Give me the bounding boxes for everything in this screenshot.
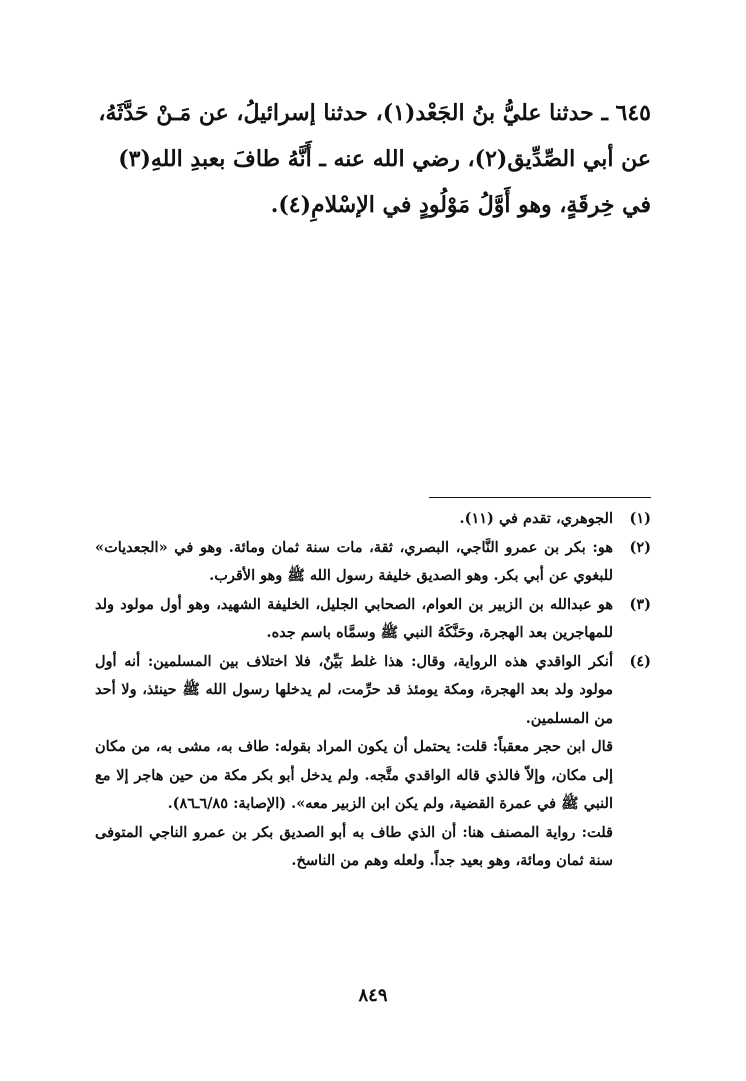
footnote-number: (٣)	[629, 595, 651, 613]
footnote-paragraph: قلت: رواية المصنف هنا: أن الذي طاف به أبو الصديق بكر بن عمرو الناجي المتوفى سنة ثمان ومائة، وهو بعيد جداً. ولعله وهم من الناسخ.	[95, 823, 613, 869]
hadith-text	[90, 90, 651, 228]
footnote-1	[95, 505, 651, 534]
footnote-body	[95, 534, 613, 591]
footnote-divider	[429, 497, 651, 498]
hadith-line: في خِرقَةٍ، وهو أَوَّلُ مَوْلُودٍ في الإسْلامِ(٤).	[270, 192, 651, 218]
footnote-4	[95, 648, 651, 876]
hadith-line: ٦٤٥ ـ حدثنا عليُّ بنُ الجَعْد(١)، حدثنا إسرائيلُ، عن مَـنْ حَدَّثَهُ،	[98, 100, 651, 126]
footnote-number: (٢)	[629, 538, 651, 556]
footnote-body	[95, 591, 613, 648]
footnote-number: (١)	[629, 510, 651, 527]
footnote-body	[95, 648, 613, 876]
footnotes	[95, 505, 651, 876]
footnote-paragraph: الجوهري، تقدم في (١١).	[459, 510, 613, 527]
footnote-body	[95, 505, 613, 534]
footnote-paragraph: هو عبدالله بن الزبير بن العوام، الصحابي الجليل، الخليفة الشهيد، وهو أول مولود ولد للمهاجرين بعد الهجرة، وحَنَّكَهُ النبي ﷺ وسمَّاه باسم جده.	[95, 595, 613, 641]
footnote-paragraph: قال ابن حجر معقباً: قلت: يحتمل أن يكون المراد بقوله: طاف به، مشى به، من مكان إلى مكان، وإلاّ فالذي قاله الواقدي متَّجه. ولم يدخل أبو بكر مكة من حين هاجر إلا مع النبي ﷺ في عمرة القضية، ولم يكن ابن الزبير معه». (الإصابة: ٦/٨٥ـ٨٦).	[95, 738, 613, 812]
footnote-paragraph: هو: بكر بن عمرو النَّاجي، البصري، ثقة، مات سنة ثمان ومائة. وهو في «الجعديات» للبغوي عن أبي بكر. وهو الصديق خليفة رسول الله ﷺ وهو الأقرب.	[95, 538, 613, 584]
footnote-number: (٤)	[629, 652, 651, 670]
footnote-2	[95, 534, 651, 591]
page-number: ٨٤٩	[358, 985, 388, 1006]
footnote-paragraph: أنكر الواقدي هذه الرواية، وقال: هذا غلط بَيِّنٌ، فلا اختلاف بين المسلمين: أنه أول مولود ولد بعد الهجرة، ومكة يومئذ قد حرِّمت، لم يدخلها رسول الله ﷺ حينئذ، ولا أحد من المسلمين.	[95, 652, 613, 727]
footnote-3	[95, 591, 651, 648]
hadith-line: عن أبي الصِّدِّيق(٢)، رضي الله عنه ـ أَنَّهُ طافَ بعبدِ اللهِ(٣)	[118, 146, 651, 172]
